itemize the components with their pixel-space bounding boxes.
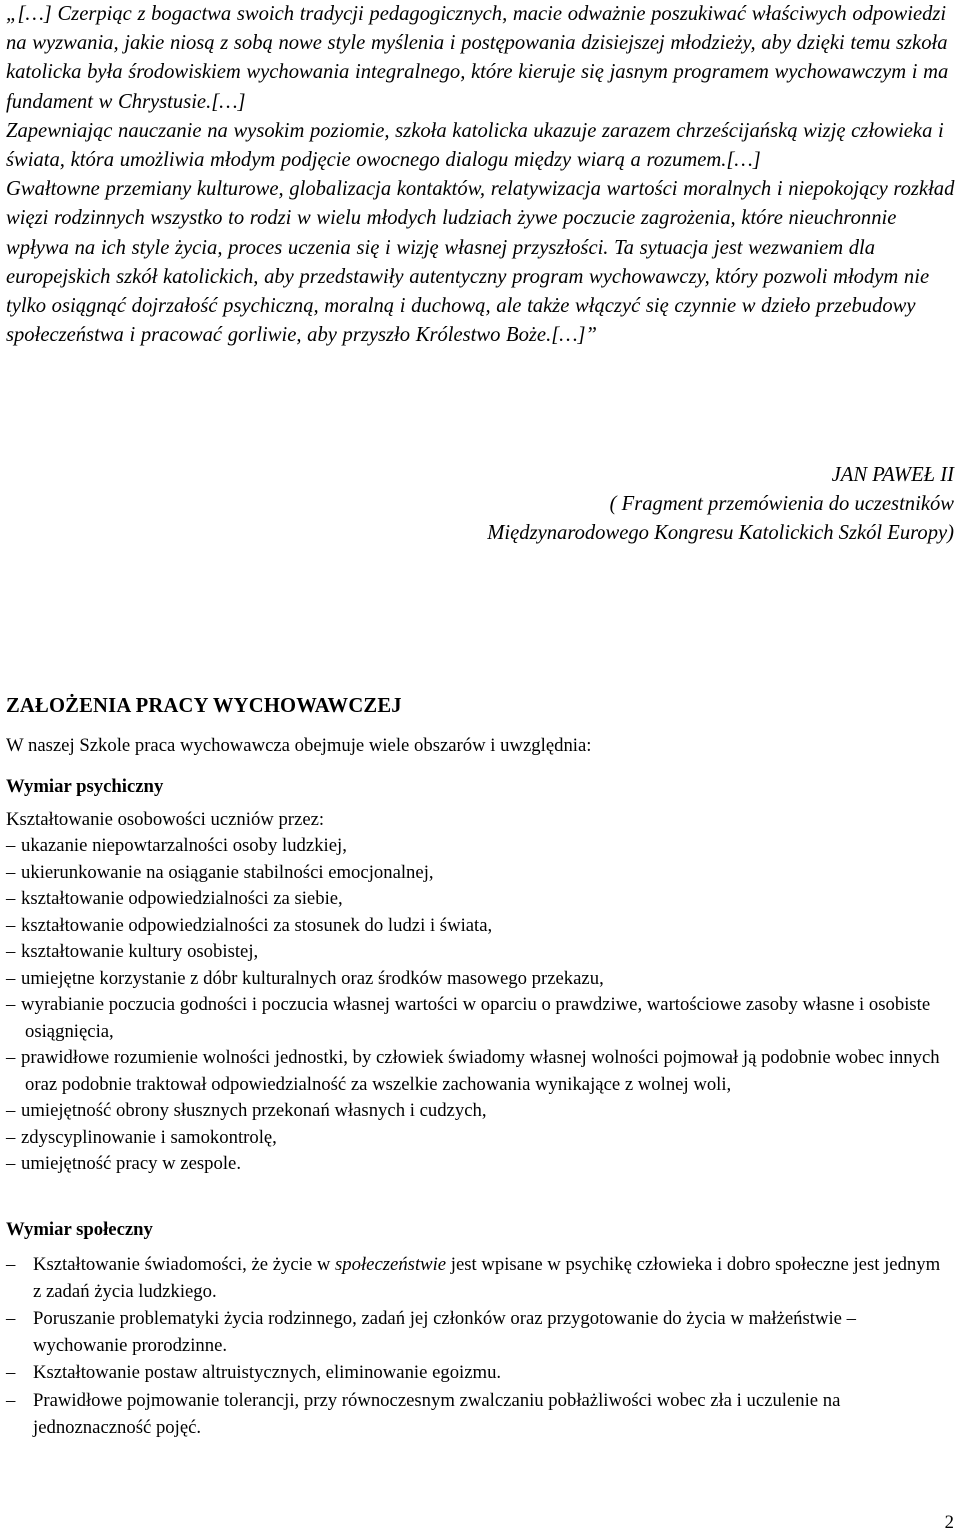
- list-item: – Kształtowanie postaw altruistycznych, eliminowanie egoizmu.: [6, 1360, 951, 1387]
- intro-text: W naszej Szkole praca wychowawcza obejmuje wiele obszarów i uwzględnia:: [6, 735, 592, 756]
- dash-bullet: –: [6, 914, 16, 936]
- list-item: – Prawidłowe pojmowanie tolerancji, przy równoczesnym zwalczaniu pobłażliwości wobec zła i uczulenie na jednoznaczność pojęć.: [6, 1389, 841, 1438]
- psychic-lead-text: Kształtowanie osobowości uczniów przez:: [6, 809, 325, 830]
- dash-bullet: –: [6, 994, 16, 1015]
- psychic-section-title: Wymiar psychiczny: [6, 776, 164, 797]
- dash-bullet: –: [6, 861, 16, 883]
- list-item: – ukazanie niepowtarzalności osoby ludzkiej,: [6, 833, 956, 860]
- social-section-title: Wymiar społeczny: [6, 1219, 153, 1240]
- psychic-dimension-list: [6, 833, 956, 1178]
- list-item: – umiejętność pracy w zespole.: [6, 1151, 956, 1178]
- page-number: 2: [944, 1512, 954, 1533]
- main-heading: ZAŁOŻENIA PRACY WYCHOWAWCZEJ: [6, 695, 402, 717]
- list-item: – kształtowanie odpowiedzialności za siebie,: [6, 886, 956, 913]
- list-item: – kształtowanie kultury osobistej,: [6, 939, 956, 966]
- dash-bullet: –: [6, 967, 16, 989]
- dash-bullet: –: [6, 1389, 16, 1411]
- dash-bullet: –: [6, 888, 16, 909]
- quote-paragraph-2: Zapewniając nauczanie na wysokim poziomie, szkoła katolicka ukazuje zarazem chrześcijańską wizję człowieka i świata, która umożliwia młodym podjęcie owocnego dialogu między wiarą a rozumem.[…]: [6, 119, 944, 172]
- dash-bullet: –: [6, 1254, 16, 1275]
- quote-source-line-2: Międzynarodowego Kongresu Katolickich Szkól Europy): [487, 522, 954, 544]
- dash-bullet: –: [6, 1100, 16, 1121]
- dash-bullet: –: [6, 1362, 16, 1384]
- papal-quote: [6, 0, 956, 350]
- quote-source-line-1: ( Fragment przemówienia do uczestników: [609, 493, 954, 515]
- quote-attribution: [254, 461, 954, 548]
- list-item: – Poruszanie problematyki życia rodzinnego, zadań jej członków oraz przygotowanie do życia w małżeństwie – wychowanie prorodzinne.: [6, 1308, 856, 1356]
- list-item: – prawidłowe rozumienie wolności jednostki, by człowiek świadomy własnej wolności pojmował ją podobnie wobec innych oraz podobnie traktował odpowiedzialność za wszelkie zachowania wynikające z wolnej woli,: [6, 1047, 940, 1095]
- quote-author: JAN PAWEŁ II: [831, 464, 954, 486]
- quote-paragraph-3: Gwałtowne przemiany kulturowe, globalizacja kontaktów, relatywizacja wartości moralnych i niepokojący rozkład więzi rodzinnych wszystko to rodzi w wielu młodych ludziach żywe poczucie zagrożenia, które nieuchronnie wpływa na ich style życia, proces uczenia się i wizję własnej przyszłości. Ta sytuacja jest wezwaniem dla europejskich szkół katolickich, aby przedstawiły autentyczny program wychowawczy, który pozwoli młodym nie tylko osiągnąć dojrzałość psychiczną, moralną i duchową, ale także włączyć się czynnie w dzieło przebudowy społeczeństwa i pracować gorliwie, aby przyszło Królestwo Boże.[…]”: [6, 178, 955, 347]
- dash-bullet: –: [6, 1308, 16, 1330]
- list-item: – kształtowanie odpowiedzialności za stosunek do ludzi i świata,: [6, 913, 956, 940]
- emphasized-word: społeczeństwie: [335, 1254, 447, 1275]
- dash-bullet: –: [6, 1126, 16, 1148]
- list-item: – umiejętne korzystanie z dóbr kulturalnych oraz środków masowego przekazu,: [6, 966, 956, 993]
- list-item: – umiejętność obrony słusznych przekonań własnych i cudzych,: [6, 1098, 956, 1125]
- list-item: – zdyscyplinowanie i samokontrolę,: [6, 1125, 956, 1152]
- list-item: – ukierunkowanie na osiąganie stabilności emocjonalnej,: [6, 860, 956, 887]
- dash-bullet: –: [6, 835, 16, 856]
- dash-bullet: –: [6, 1153, 16, 1174]
- quote-paragraph-1: „[…] Czerpiąc z bogactwa swoich tradycji pedagogicznych, macie odważnie poszukiwać właściwych odpowiedzi na wyzwania, jakie niosą z sobą nowe style myślenia i postępowania dzisiejszej młodzieży, aby dzięki temu szkoła katolicka była środowiskiem wychowania integralnego, które kieruje się jasnym programem wychowawczym i ma fundament w Chrystusie.[…]: [6, 3, 949, 113]
- dash-bullet: –: [6, 941, 16, 962]
- list-item: – wyrabianie poczucia godności i poczucia własnej wartości w oparciu o prawdziwe, wartościowe zasoby własne i osobiste osiągnięcia,: [6, 994, 931, 1042]
- list-item: – Kształtowanie świadomości, że życie w społeczeństwie jest wpisane w psychikę człowieka i dobro społeczne jest jednym z zadań życia ludzkiego.: [6, 1254, 941, 1302]
- social-dimension-list: [6, 1252, 951, 1442]
- dash-bullet: –: [6, 1047, 16, 1068]
